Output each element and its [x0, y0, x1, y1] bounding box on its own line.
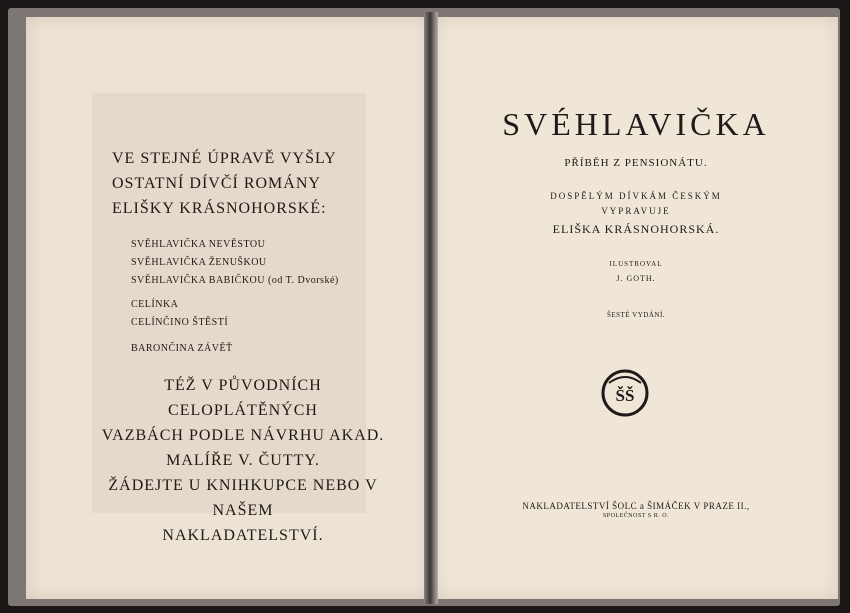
title-list-group3: [131, 340, 233, 358]
book-title-heading: SVÉHLAVIČKA: [502, 106, 770, 142]
footer-line: MALÍŘE V. ČUTTY.: [166, 452, 320, 469]
publisher-logo: [601, 369, 649, 417]
book-title: SVĚHLAVIČKA ŽENUŠKOU: [131, 257, 267, 268]
logo-monogram: ŠŠ: [615, 386, 635, 405]
title-list-group2: [131, 296, 228, 332]
narrated-by: VYPRAVUJE: [601, 206, 671, 216]
book-title: SVĚHLAVIČKA NEVĚSTOU: [131, 239, 266, 250]
footer-line: VAZBÁCH PODLE NÁVRHU AKAD.: [101, 427, 385, 444]
book-title: SVĚHLAVIČKA BABIČKOU (od T. Dvorské): [131, 275, 339, 286]
illustrator-name: J. GOTH.: [616, 274, 656, 283]
heading-line: VE STEJNÉ ÚPRAVĚ VYŠLY: [112, 150, 337, 167]
title-list-group1: [131, 236, 339, 290]
heading-line: ELIŠKY KRÁSNOHORSKÉ:: [112, 200, 327, 217]
subtitle: PŘÍBĚH Z PENSIONÁTU.: [564, 157, 708, 169]
publisher-name: NAKLADATELSTVÍ ŠOLC a ŠIMÁČEK V PRAZE II.,: [522, 501, 750, 511]
illustrated-label: ILUSTROVAL: [609, 260, 663, 268]
right-page: [434, 17, 838, 599]
left-heading: [112, 146, 337, 221]
book-title: CELÍNKA: [131, 299, 179, 310]
edition-note: ŠESTÉ VYDÁNÍ.: [606, 311, 666, 319]
book-title: CELÍNČINO ŠTĚSTÍ: [131, 317, 229, 328]
publisher-company: SPOLEČNOST S R. O.: [602, 513, 670, 519]
book-title: BARONČINA ZÁVĚŤ: [131, 343, 233, 354]
heading-line: OSTATNÍ DÍVČÍ ROMÁNY: [112, 175, 321, 192]
footer-line: TÉŽ V PŮVODNÍCH CELOPLÁTĚNÝCH: [164, 377, 322, 419]
dedication: DOSPĚLÝM DÍVKÁM ČESKÝM: [550, 191, 722, 201]
footer-line: ŽÁDEJTE U KNIHKUPCE NEBO V NAŠEM: [108, 477, 378, 519]
left-footer: [96, 373, 390, 548]
footer-line: NAKLADATELSTVÍ.: [162, 527, 324, 544]
author-name: ELIŠKA KRÁSNOHORSKÁ.: [552, 222, 720, 236]
